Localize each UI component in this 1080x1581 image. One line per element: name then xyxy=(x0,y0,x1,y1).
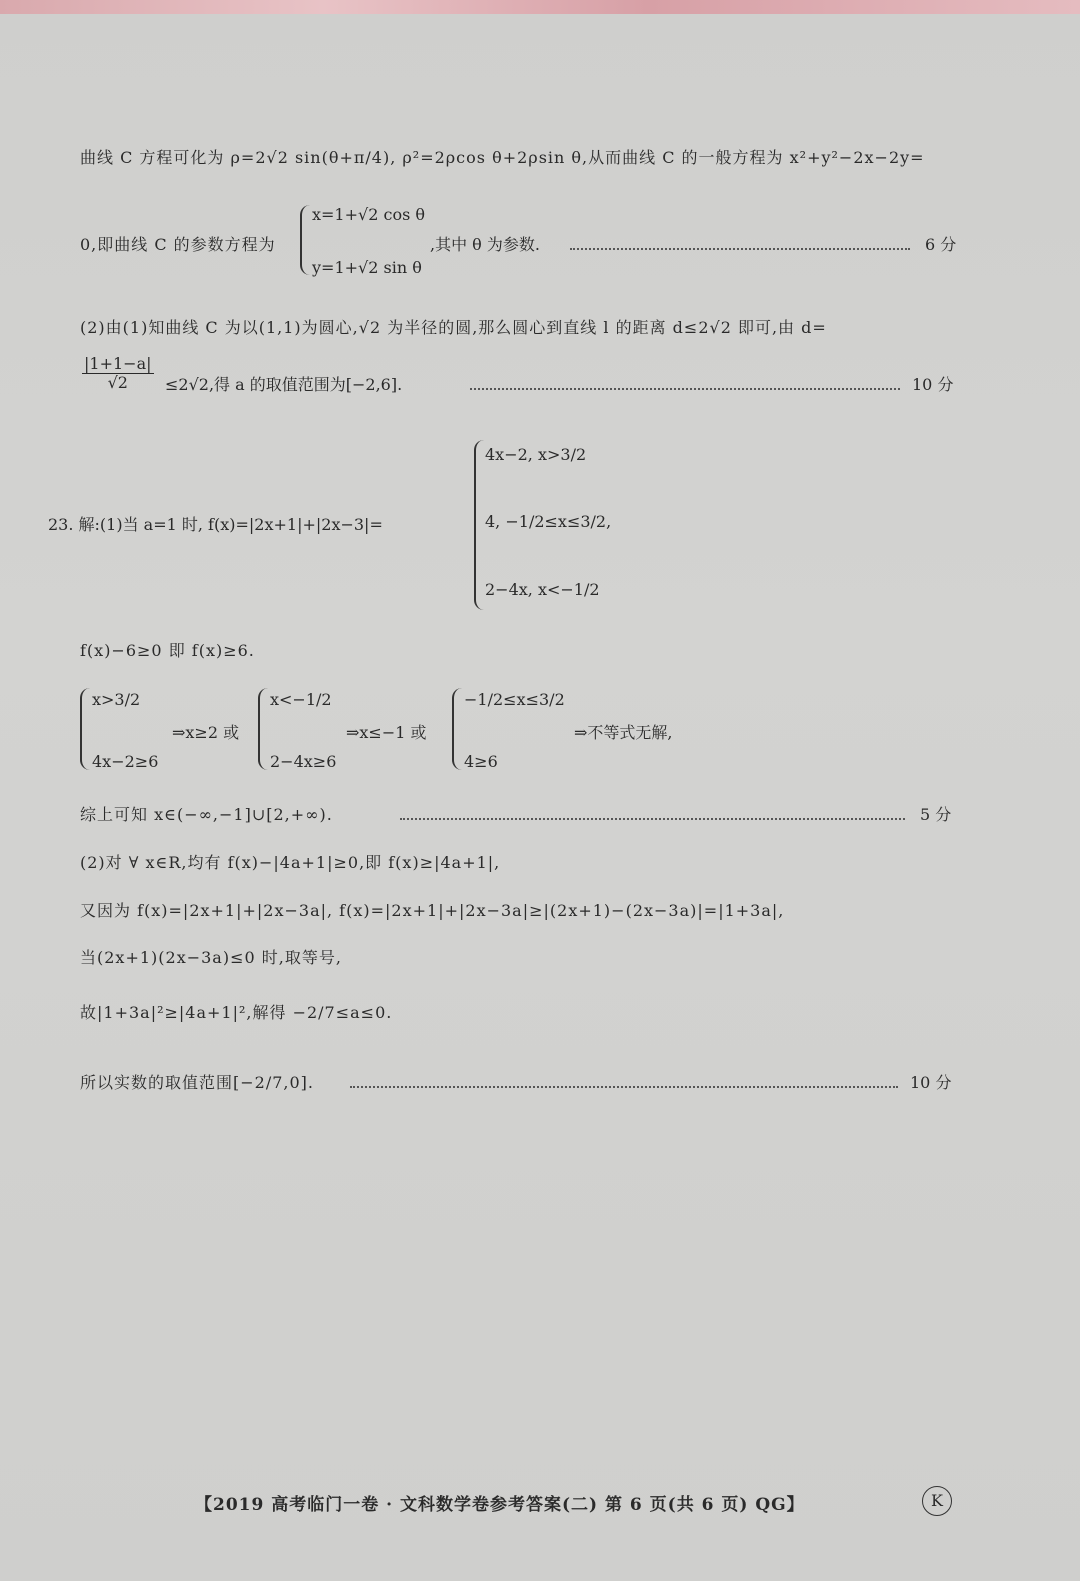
piece-3: 2−4x, x<−1/2 xyxy=(485,580,600,599)
score-6: 6 分 xyxy=(925,235,957,254)
dot-leader xyxy=(350,1086,898,1088)
system-brace xyxy=(300,205,310,275)
text-line-12: 故|1+3a|²≥|4a+1|²,解得 −2/7≤a≤0. xyxy=(80,1003,393,1022)
system-3-brace xyxy=(452,688,462,770)
distance-fraction xyxy=(80,355,156,391)
q23-heading: 23. 解:(1)当 a=1 时, f(x)=|2x+1|+|2x−3|= xyxy=(48,515,383,534)
system-1-a: x>3/2 xyxy=(92,690,141,709)
score-10-final: 10 分 xyxy=(910,1073,952,1092)
system-2-a: x<−1/2 xyxy=(270,690,332,709)
score-10: 10 分 xyxy=(912,375,954,394)
system-3-a: −1/2≤x≤3/2 xyxy=(464,690,565,709)
dot-leader xyxy=(570,248,910,250)
param-eq-y: y=1+√2 sin θ xyxy=(312,258,422,277)
score-5: 5 分 xyxy=(920,805,952,824)
text-line-13: 所以实数的取值范围[−2/7,0]. xyxy=(80,1073,314,1092)
text-line-6: f(x)−6≥0 即 f(x)≥6. xyxy=(80,641,255,660)
fraction-denominator: √2 xyxy=(107,372,128,392)
text-line-11: 当(2x+1)(2x−3a)≤0 时,取等号, xyxy=(80,948,342,967)
top-edge-strip xyxy=(0,0,1080,14)
piece-2: 4, −1/2≤x≤3/2, xyxy=(485,512,612,531)
system-2-brace xyxy=(258,688,268,770)
piecewise-brace xyxy=(474,440,484,610)
dot-leader xyxy=(400,818,905,820)
system-3-b: 4≥6 xyxy=(464,752,498,771)
text-line-2-prefix: 0,即曲线 C 的参数方程为 xyxy=(80,235,276,254)
system-1-result: ⇒x≥2 或 xyxy=(172,723,240,742)
text-line-8: 综上可知 x∈(−∞,−1]∪[2,+∞). xyxy=(80,805,333,824)
piece-1: 4x−2, x>3/2 xyxy=(485,445,587,464)
page-footer: 【2019 高考临门一卷 · 文科数学卷参考答案(二) 第 6 页(共 6 页) QG】 xyxy=(195,1495,805,1515)
fraction-numerator: |1+1−a| xyxy=(84,354,152,373)
system-3-result: ⇒不等式无解, xyxy=(574,723,673,742)
param-note: ,其中 θ 为参数. xyxy=(430,235,540,254)
system-2-b: 2−4x≥6 xyxy=(270,752,337,771)
system-1-b: 4x−2≥6 xyxy=(92,752,159,771)
text-line-9: (2)对 ∀ x∈R,均有 f(x)−|4a+1|≥0,即 f(x)≥|4a+1|, xyxy=(80,853,501,872)
dot-leader xyxy=(470,388,900,390)
system-2-result: ⇒x≤−1 或 xyxy=(346,723,427,742)
system-1-brace xyxy=(80,688,90,770)
range-text: ≤2√2,得 a 的取值范围为[−2,6]. xyxy=(165,375,403,394)
text-line-10: 又因为 f(x)=|2x+1|+|2x−3a|, f(x)=|2x+1|+|2x−3a|≥|(2x+1)−(2x−3a)|=|1+3a|, xyxy=(80,901,785,920)
param-eq-x: x=1+√2 cos θ xyxy=(312,205,425,224)
text-line-3: (2)由(1)知曲线 C 为以(1,1)为圆心,√2 为半径的圆,那么圆心到直线 l 的距离 d≤2√2 即可,由 d= xyxy=(80,318,827,337)
k-circle-mark: K xyxy=(922,1486,952,1516)
text-line-1: 曲线 C 方程可化为 ρ=2√2 sin(θ+π/4), ρ²=2ρcos θ+2ρsin θ,从而曲线 C 的一般方程为 x²+y²−2x−2y= xyxy=(80,148,925,167)
